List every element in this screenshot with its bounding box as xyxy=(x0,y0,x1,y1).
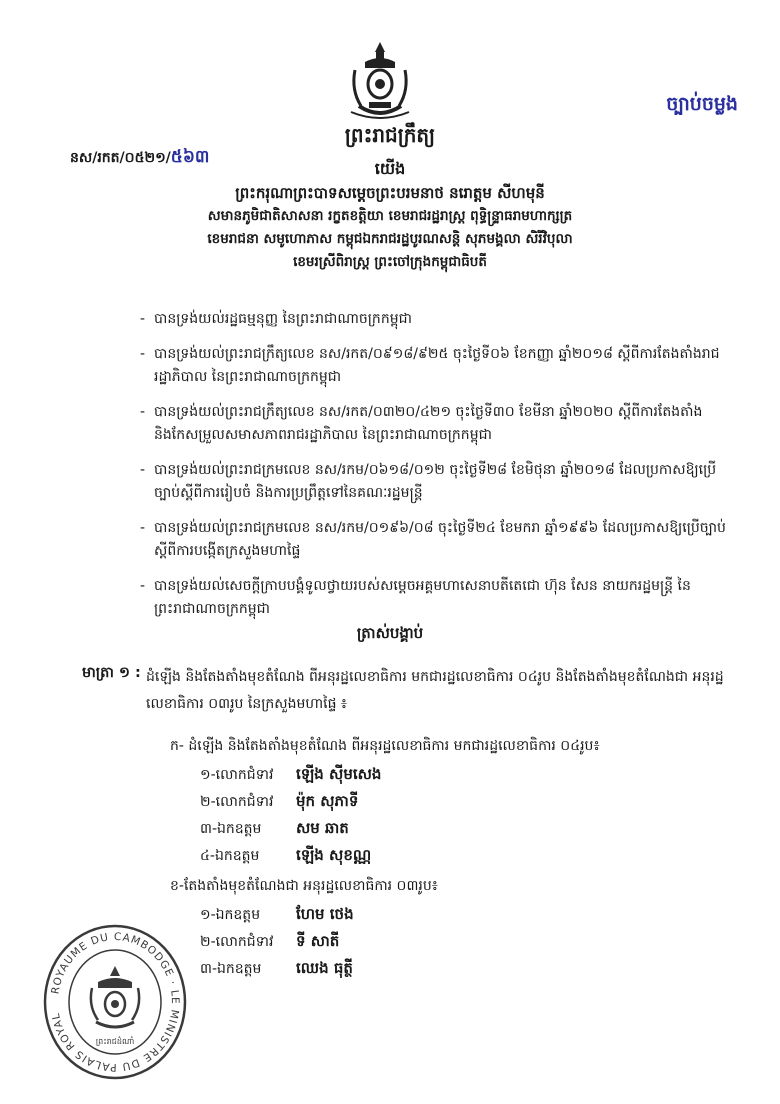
recital-item: - បានទ្រង់យល់សេចក្តីក្រាបបង្គំទូលថ្វាយរបស់សម្តេចអគ្គមហាសេនាបតីតេជោ ហ៊ុន សែន នាយករដ្ឋមន្ត្រី នៃព្រះរាជាណាចក្រកម្ពុជា xyxy=(140,578,691,617)
seal-inner-text: ព្រះរាជដំណាំ xyxy=(95,1037,135,1046)
recital-item: - បានទ្រង់យល់ព្រះរាជក្រមលេខ នស/រកម/០៦១៨/០១២ ចុះថ្ងៃទី២៨ ខែមិថុនា ឆ្នាំ២០១៨ ដែលប្រកាសឱ្យប្រើច្បាប់ស្តីពីការរៀបចំ និងការប្រព្រឹត្តទៅនៃគណៈរដ្ឋមន្ត្រី xyxy=(140,462,717,501)
section-a xyxy=(170,736,600,869)
royal-titles xyxy=(0,182,780,274)
recital-item: - បានទ្រង់យល់ព្រះរាជក្រឹត្យលេខ នស/រកត/០៣២០/៤២១ ចុះថ្ងៃទី៣០ ខែមីនា ឆ្នាំ២០២០ ស្តីពីការតែងតាំង និងកែសម្រួលសមាសភាពរាជរដ្ឋាភិបាល នៃព្រះរាជាណាចក្រកម្ពុជា xyxy=(140,404,703,443)
royal-title-line: សមានភូមិជាតិសាសនា រក្ខតខត្តិយា ខេមរាជរដ្ឋរាស្ត្រ ពុទ្ធិន្ទ្រាធរាមហាក្សត្រ xyxy=(207,208,573,224)
royal-title-line: ខេមរស្រីពិរាស្ត្រ ព្រះចៅក្រុងកម្ពុជាធិបតី xyxy=(293,254,487,270)
person-row: ១-ឯកឧត្តម ហែម ថេង xyxy=(200,905,354,923)
royal-palace-seal-icon xyxy=(40,922,190,1082)
person-row: ២-លោកជំទាវ ទី សាតី xyxy=(200,932,340,950)
person-row: ២-លោកជំទាវ ម៉ុក សុភាទី xyxy=(200,792,359,810)
article-label: មាត្រា ១ : xyxy=(82,665,141,681)
royal-emblem-icon xyxy=(345,40,415,120)
reference-prefix: នស/រកត/០៥២១/ xyxy=(70,150,171,166)
royal-title-line: ព្រះករុណាព្រះបាទសម្តេចព្រះបរមនាថ នរោត្តម សីហមុនី xyxy=(235,184,545,202)
copy-label: ច្បាប់ចម្លង xyxy=(666,93,738,115)
section-a-heading: ក- ដំឡើង និងតែងតាំងមុខតំណែង ពីអនុរដ្ឋលេខាធិការ មកជារដ្ឋលេខាធិការ ០៤រូប៖ xyxy=(170,738,600,754)
decides-heading: ត្រាស់បង្គាប់ xyxy=(356,624,424,642)
we-heading: យើង xyxy=(374,159,406,178)
article-text: ដំឡើង និងតែងតាំងមុខតំណែង ពីអនុរដ្ឋលេខាធិការ មកជារដ្ឋលេខាធិការ ០៤រូប និងតែងតាំងមុខតំណែងជា អនុរដ្ឋលេខាធិការ ០៣រូប នៃក្រសួងមហាផ្ទៃ ៖ xyxy=(146,669,724,712)
reference-number: ៥៦៣ xyxy=(170,147,210,167)
recital-item: - បានទ្រង់យល់ព្រះរាជក្រឹត្យលេខ នស/រកត/០៩១៨/៩២៥ ចុះថ្ងៃទី០៦ ខែកញ្ញា ឆ្នាំ២០១៨ ស្តីពីការតែងតាំងរាជរដ្ឋាភិបាល នៃព្រះរាជាណាចក្រកម្ពុជា xyxy=(140,346,720,385)
section-b-heading: ខ-តែងតាំងមុខតំណែងជា អនុរដ្ឋលេខាធិការ ០៣រូប៖ xyxy=(170,878,438,894)
person-row: ៤-ឯកឧត្តម ឡេីង សុខណ្ណ xyxy=(200,846,372,864)
person-row: ៣-ឯកឧត្តម ឈេង ធុត្ថី xyxy=(200,959,353,977)
recitals-list xyxy=(140,308,740,633)
section-b xyxy=(170,876,438,982)
person-row: ៣-ឯកឧត្តម សម ឆាត xyxy=(200,819,349,837)
recital-item: - បានទ្រង់យល់រដ្ឋធម្មនុញ្ញ នៃព្រះរាជាណាចក្រកម្ពុជា xyxy=(140,311,412,327)
decree-title: ព្រះរាជក្រឹត្យ xyxy=(344,123,436,147)
seal-outer-text: ROYAUME DU CAMBODGE · LE MINISTRE DU PALAIS ROYAL xyxy=(49,930,182,1074)
royal-title-line: ខេមរាជនា សមូហោភាស កម្ពុជឯករាជរដ្ឋបូរណសន្តិ សុភមង្គលា សិរីវិបុលា xyxy=(207,231,573,247)
person-row: ១-លោកជំទាវ ឡេីង ស៊ីមសេង xyxy=(200,765,382,783)
recital-item: - បានទ្រង់យល់ព្រះរាជក្រមលេខ នស/រកម/០១៩៦/០៨ ចុះថ្ងៃទី២៤ ខែមករា ឆ្នាំ១៩៩៦ ដែលប្រកាសឱ្យប្រើច្បាប់ស្តីពីការបង្កើតក្រសួងមហាផ្ទៃ xyxy=(140,520,726,559)
